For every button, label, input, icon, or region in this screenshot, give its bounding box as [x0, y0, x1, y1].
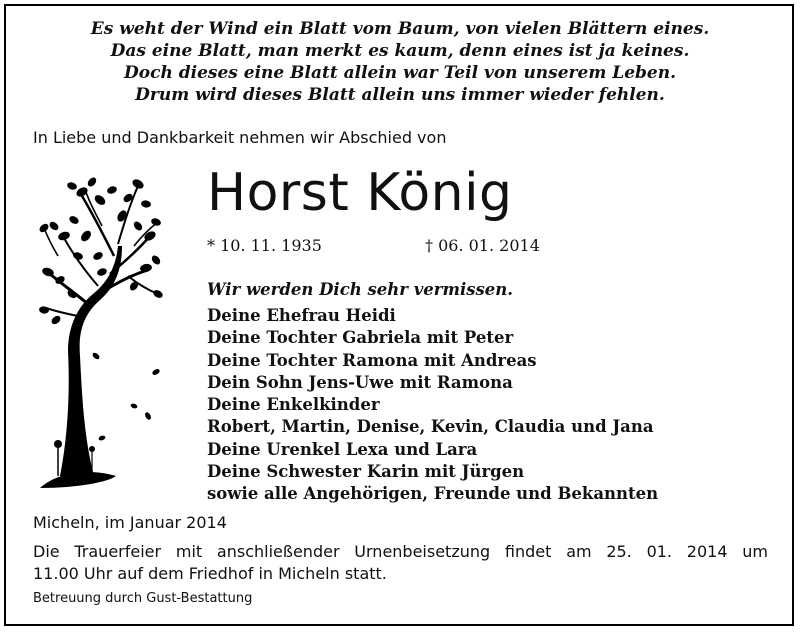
intro-text: In Liebe und Dankbarkeit nehmen wir Abschied von [33, 128, 447, 147]
birth-date: * 10. 11. 1935 [207, 236, 322, 255]
list-item: Robert, Martin, Denise, Kevin, Claudia und Jana [207, 417, 654, 437]
undertaker-note: Betreuung durch Gust-Bestattung [33, 591, 253, 606]
funeral-notice [33, 541, 768, 585]
list-item: Deine Enkelkinder [207, 395, 380, 415]
poem-line: Es weht der Wind ein Blatt vom Baum, von vielen Blättern eines. [90, 19, 710, 39]
poem-line: Drum wird dieses Blatt allein uns immer wieder fehlen. [135, 85, 665, 105]
list-item: sowie alle Angehörigen, Freunde und Bekannten [207, 484, 659, 504]
funeral-notice-line: 11.00 Uhr auf dem Friedhof in Micheln statt. [33, 564, 387, 583]
poem-line: Das eine Blatt, man merkt es kaum, denn eines ist ja keines. [110, 41, 690, 61]
list-item: Dein Sohn Jens-Uwe mit Ramona [207, 372, 513, 392]
deceased-name: Horst König [207, 163, 513, 223]
list-item: Deine Tochter Ramona mit Andreas [207, 350, 537, 370]
mourners-list [207, 305, 658, 506]
list-item: Deine Tochter Gabriela mit Peter [207, 328, 514, 348]
list-item: Deine Urenkel Lexa und Lara [207, 439, 478, 459]
funeral-notice-line: Die Trauerfeier mit anschließender Urnenbeisetzung findet am 25. 01. 2014 um [33, 542, 768, 561]
poem-line: Doch dieses eine Blatt allein war Teil von unserem Leben. [124, 63, 676, 83]
death-date: † 06. 01. 2014 [425, 236, 540, 255]
list-item: Deine Schwester Karin mit Jürgen [207, 462, 525, 482]
motto: Wir werden Dich sehr vermissen. [207, 280, 514, 299]
place-date: Micheln, im Januar 2014 [33, 513, 227, 532]
poem [20, 18, 780, 106]
tree-silhouette-icon [38, 176, 164, 494]
list-item: Deine Ehefrau Heidi [207, 306, 396, 325]
